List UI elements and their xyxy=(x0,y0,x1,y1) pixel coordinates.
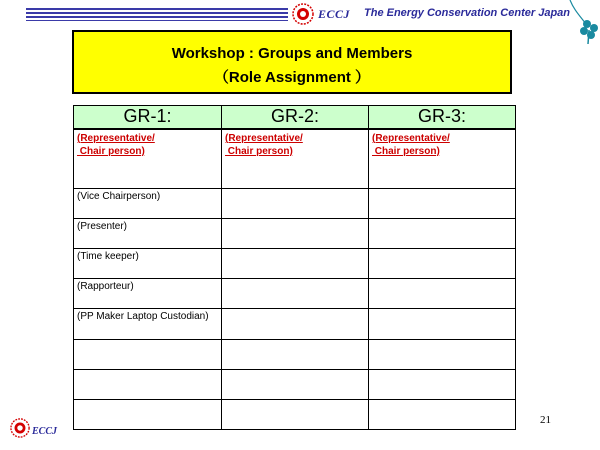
column-header-gr3: GR-3: xyxy=(369,106,516,129)
member-cell[interactable] xyxy=(369,340,516,370)
header-rule xyxy=(26,16,288,18)
member-cell[interactable] xyxy=(369,249,516,279)
role-assignment-table xyxy=(73,105,516,430)
role-cell[interactable] xyxy=(74,370,222,400)
member-cell[interactable] xyxy=(222,309,369,340)
organization-name: The Energy Conservation Center Japan xyxy=(364,7,570,19)
table-header-row xyxy=(74,106,516,129)
clover-icon xyxy=(566,0,600,48)
role-cell[interactable]: (PP Maker Laptop Custodian) xyxy=(74,309,222,340)
member-cell[interactable] xyxy=(222,340,369,370)
column-header-gr2: GR-2: xyxy=(222,106,369,129)
member-cell[interactable] xyxy=(222,249,369,279)
eccj-logo-icon xyxy=(10,418,30,438)
representative-label: Chair person) xyxy=(372,145,440,157)
page-title: Workshop : Groups and Members xyxy=(171,45,413,62)
column-header-gr1: GR-1: xyxy=(74,106,222,129)
member-cell[interactable] xyxy=(369,370,516,400)
representative-label: Chair person) xyxy=(77,145,145,157)
table-row xyxy=(74,370,516,400)
table-row xyxy=(74,279,516,309)
member-cell[interactable] xyxy=(222,400,369,430)
role-cell[interactable]: (Presenter) xyxy=(74,219,222,249)
member-cell[interactable] xyxy=(369,309,516,340)
representative-cell[interactable] xyxy=(369,129,516,189)
role-cell[interactable]: (Time keeper) xyxy=(74,249,222,279)
representative-label: (Representative/ xyxy=(225,132,303,144)
table-row xyxy=(74,219,516,249)
role-cell[interactable]: (Vice Chairperson) xyxy=(74,189,222,219)
role-cell[interactable]: (Rapporteur) xyxy=(74,279,222,309)
header-logo-text: ECCJ xyxy=(318,7,351,21)
title-box xyxy=(72,30,512,94)
member-cell[interactable] xyxy=(222,189,369,219)
table-row xyxy=(74,129,516,189)
member-cell[interactable] xyxy=(369,279,516,309)
role-cell[interactable] xyxy=(74,340,222,370)
member-cell[interactable] xyxy=(369,189,516,219)
header-rule xyxy=(26,20,288,21)
member-cell[interactable] xyxy=(222,219,369,249)
page-number: 21 xyxy=(540,414,551,426)
eccj-logo-icon xyxy=(292,3,314,25)
header-rule xyxy=(26,12,288,14)
page-subtitle: （Role Assignment ） xyxy=(213,69,371,86)
table-row xyxy=(74,249,516,279)
header-rule xyxy=(26,8,288,10)
representative-label: Chair person) xyxy=(225,145,293,157)
footer-logo-text: ECCJ xyxy=(32,426,58,437)
table-row xyxy=(74,309,516,340)
representative-cell[interactable] xyxy=(222,129,369,189)
role-cell[interactable] xyxy=(74,400,222,430)
table-row xyxy=(74,189,516,219)
representative-label: (Representative/ xyxy=(77,132,155,144)
table-row xyxy=(74,400,516,430)
member-cell[interactable] xyxy=(222,370,369,400)
member-cell[interactable] xyxy=(369,400,516,430)
member-cell[interactable] xyxy=(222,279,369,309)
representative-label: (Representative/ xyxy=(372,132,450,144)
table-row xyxy=(74,340,516,370)
member-cell[interactable] xyxy=(369,219,516,249)
representative-cell[interactable] xyxy=(74,129,222,189)
